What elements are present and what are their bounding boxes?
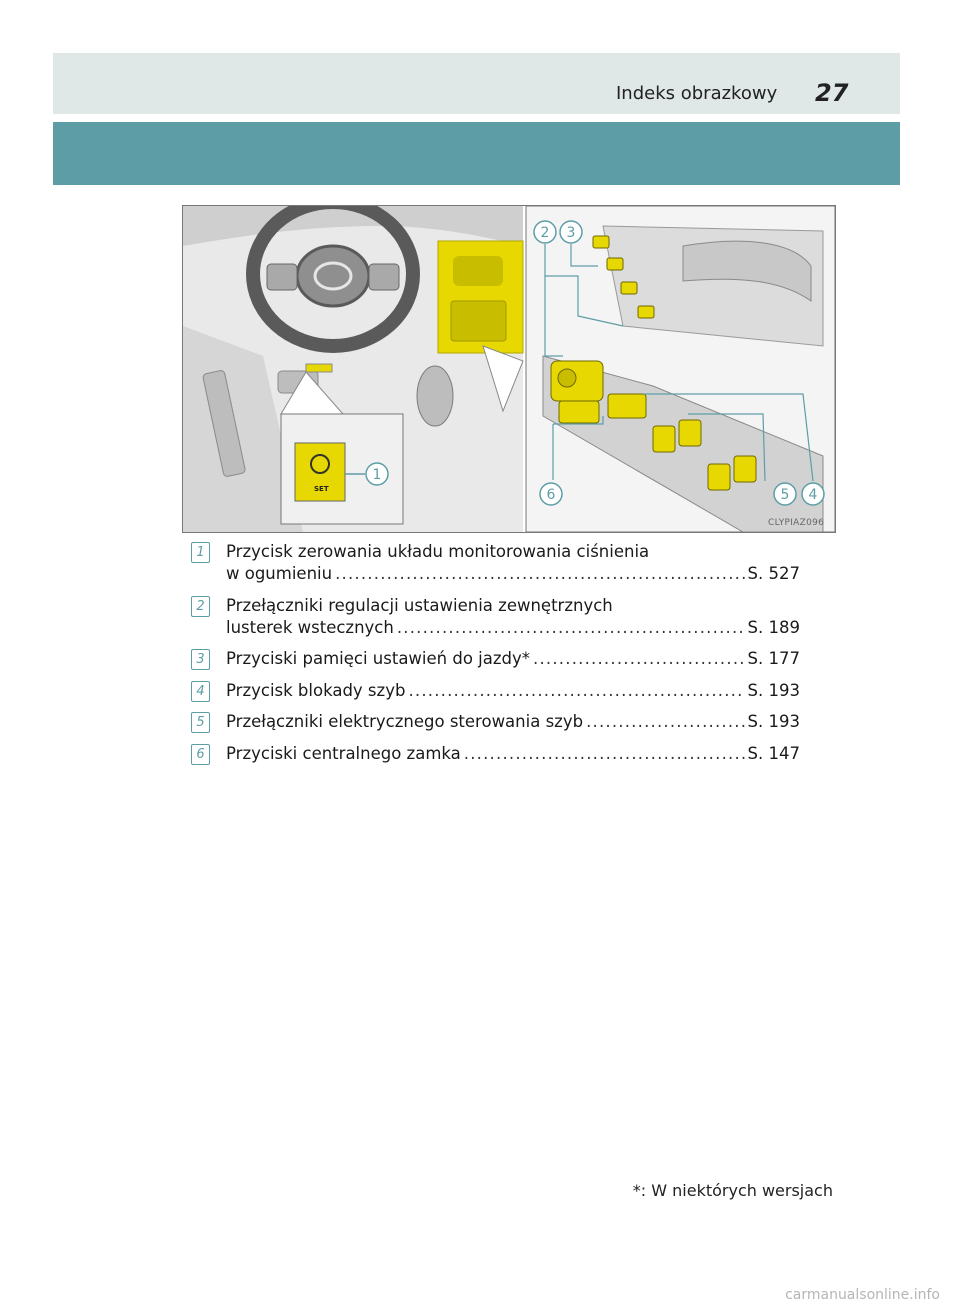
tpms-location-marker: [306, 364, 332, 372]
memory-button-2: [621, 282, 637, 294]
memory-button-3: [638, 306, 654, 318]
page-reference[interactable]: S. 147: [747, 743, 800, 763]
callout-4: 4: [808, 487, 818, 503]
legend-text-line: Przełączniki elektrycznego sterowania szyb: [226, 712, 584, 731]
legend-item-6: [190, 743, 800, 765]
door-speaker: [417, 366, 453, 426]
memory-button-m: [593, 236, 609, 248]
callout-3: 3: [566, 225, 576, 241]
callout-1: 1: [372, 467, 382, 483]
page-reference[interactable]: S. 177: [747, 649, 800, 668]
leader-dots: [335, 563, 744, 585]
legend-number: 1: [191, 542, 210, 563]
interior-illustration: [182, 205, 836, 533]
callout-6: 6: [546, 487, 556, 503]
leader-dots: [397, 617, 745, 639]
leader-dots: [533, 648, 745, 670]
window-switch-rear-left: [653, 426, 675, 452]
legend-text-line: Przycisk zerowania układu monitorowania ciśnienia: [226, 542, 650, 561]
legend-text-line: Przyciski pamięci ustawień do jazdy*: [226, 649, 531, 668]
legend-item-5: [190, 711, 800, 733]
door-lock-switch: [559, 401, 599, 423]
leader-dots: [408, 680, 744, 702]
legend-number: 4: [191, 681, 210, 702]
illustration-svg: [183, 206, 835, 532]
legend-number: 2: [191, 596, 210, 617]
page-reference[interactable]: S. 189: [747, 617, 800, 637]
page-reference[interactable]: S. 193: [747, 680, 800, 700]
page-reference[interactable]: S. 527: [747, 564, 800, 583]
legend-text-line: lusterek wstecznych: [226, 617, 394, 637]
legend-number: 5: [191, 712, 210, 733]
callout-5: 5: [780, 487, 790, 503]
legend-text-line: w ogumieniu: [226, 564, 333, 583]
legend-list: [190, 541, 800, 774]
window-lock-switch: [608, 394, 646, 418]
mirror-joystick: [558, 369, 576, 387]
page-reference[interactable]: S. 193: [747, 712, 800, 731]
legend-text-line: Przycisk blokady szyb: [226, 680, 406, 700]
footnote: *: W niektórych wersjach: [632, 1181, 833, 1200]
legend-item-1: [190, 541, 800, 585]
watermark[interactable]: carmanualsonline.info: [785, 1287, 940, 1303]
wheel-left-controls: [267, 264, 297, 290]
legend-number: 6: [191, 744, 210, 765]
legend-number: 3: [191, 649, 210, 670]
memory-button-1: [607, 258, 623, 270]
callout-2: 2: [540, 225, 550, 241]
leader-dots: [586, 711, 744, 733]
legend-text-line: Przełączniki regulacji ustawienia zewnętrznych: [226, 595, 613, 615]
legend-item-3: [190, 648, 800, 670]
set-label: SET: [314, 485, 329, 493]
page-number: 27: [815, 79, 849, 107]
header-band: [53, 122, 900, 185]
door-switches-thumb: [451, 301, 506, 341]
wheel-right-controls: [369, 264, 399, 290]
figure-code: CLYPIAZ096: [768, 518, 825, 528]
window-switch-front-right: [679, 420, 701, 446]
legend-text-line: Przyciski centralnego zamka: [226, 743, 461, 763]
legend-item-4: [190, 680, 800, 702]
window-switch-rear-right: [734, 456, 756, 482]
legend-item-2: [190, 595, 800, 639]
section-title: Indeks obrazkowy: [616, 83, 778, 104]
window-switch-driver: [708, 464, 730, 490]
steering-hub: [297, 246, 369, 306]
door-handle-thumb: [453, 256, 503, 286]
leader-dots: [464, 743, 745, 765]
